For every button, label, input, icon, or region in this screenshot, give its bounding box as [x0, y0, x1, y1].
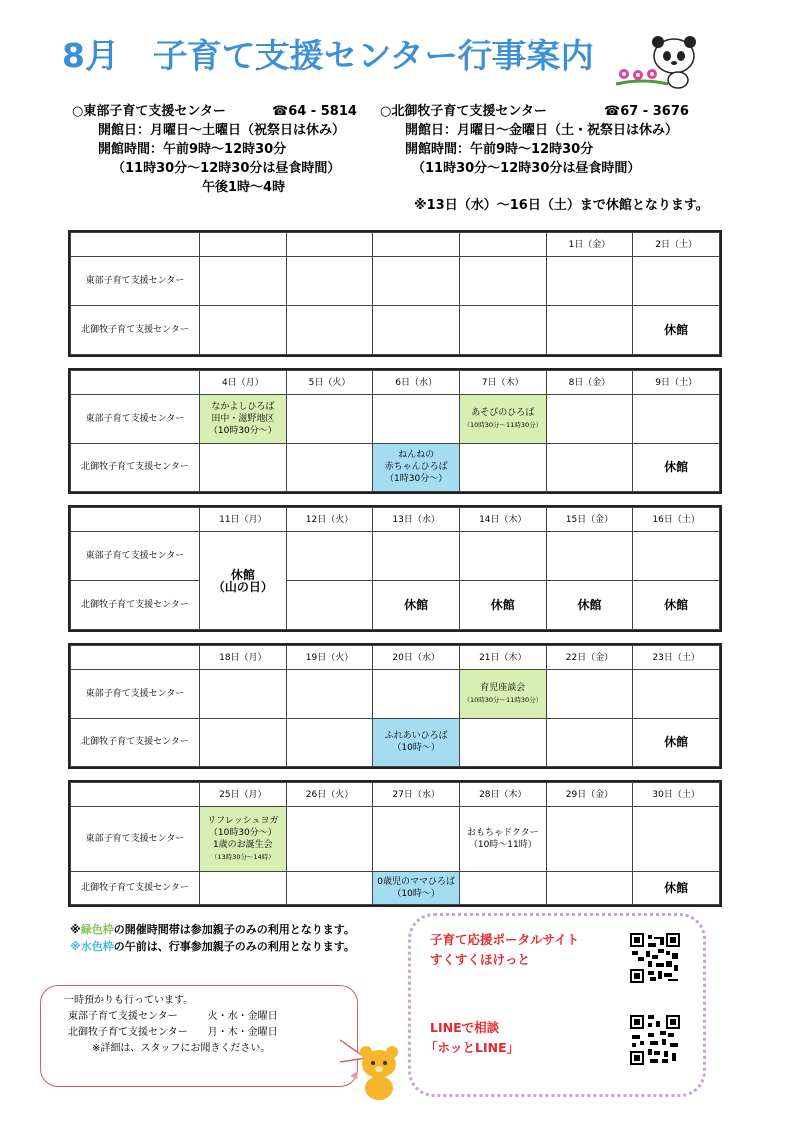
north-event-cell: [200, 443, 287, 492]
north-event-cell: [373, 871, 460, 904]
event-text: あそびのひろば: [471, 407, 535, 418]
line-qr-code-icon[interactable]: [630, 1015, 680, 1065]
corner-cell: [71, 508, 200, 532]
north-event-cell: [286, 718, 373, 767]
east-event-cell: [459, 257, 546, 306]
north-event-cell: [286, 581, 373, 630]
bubble-line: ※詳細は、スタッフにお聞きください。: [92, 1043, 271, 1054]
day-header: 19日（火）: [286, 646, 373, 670]
corner-cell: [71, 646, 200, 670]
event-text: 休館: [664, 598, 689, 612]
east-event-cell: [200, 807, 287, 872]
east-event-cell: [546, 257, 633, 306]
day-header: 26日（火）: [286, 783, 373, 807]
east-event-cell: [459, 807, 546, 872]
event-text: ねんねの 赤ちゃんひろば （1時30分～）: [384, 450, 448, 485]
day-header: [459, 233, 546, 257]
day-header: 27日（水）: [373, 783, 460, 807]
east-event-cell: [459, 395, 546, 444]
east-event-cell: [373, 257, 460, 306]
north-event-cell: [373, 443, 460, 492]
north-event-cell: [286, 443, 373, 492]
north-event-cell: [633, 581, 720, 630]
event-text: おもちゃドクター （10時～11時）: [466, 827, 539, 850]
east-event-cell: [633, 670, 720, 719]
east-center-tel: ☎64 - 5814: [272, 104, 357, 119]
calendar-week: [68, 780, 722, 907]
bubble-text: [64, 993, 278, 1057]
east-center-row-label: 東部子育て支援センター: [71, 395, 200, 444]
east-event-cell: [286, 395, 373, 444]
calendar-week: [68, 643, 722, 769]
day-header: 21日（木）: [459, 646, 546, 670]
east-event-cell: [459, 532, 546, 581]
event-text: 休館: [404, 598, 429, 612]
event-text: なかよしひろば 田中・滋野地区 （10時30分～）: [208, 401, 277, 436]
north-event-cell: [459, 581, 546, 630]
calendar-week-table: [70, 645, 720, 767]
east-event-cell: [373, 395, 460, 444]
east-event-cell: [633, 395, 720, 444]
calendar-week: [68, 505, 722, 632]
day-header: 22日（金）: [546, 646, 633, 670]
portal-name[interactable]: すくすくほけっと: [430, 952, 531, 967]
east-event-cell: [459, 670, 546, 719]
bear-icon: [346, 1042, 408, 1102]
east-event-cell: [200, 257, 287, 306]
north-open-hours: 開館時間：午前9時～12時30分: [405, 142, 594, 157]
north-event-cell: [459, 443, 546, 492]
east-event-cell: [200, 670, 287, 719]
event-text: 休館 （山の日）: [212, 567, 273, 594]
portal-qr-code-icon[interactable]: [630, 933, 680, 983]
portal-title: 子育て応援ポータルサイト: [430, 932, 580, 947]
east-event-cell: [633, 807, 720, 872]
north-event-cell: [546, 443, 633, 492]
bubble-line: 北御牧子育て支援センター 月・木・金曜日: [68, 1027, 278, 1038]
event-text: 休館: [664, 323, 689, 337]
calendar-week-table: [70, 370, 720, 492]
event-time: （10時30分～11時30分）: [463, 420, 543, 429]
panda-icon: [612, 28, 708, 90]
east-event-cell: [286, 257, 373, 306]
page-title: 8月 子育て支援センター行事案内: [62, 36, 595, 75]
east-event-cell: [546, 395, 633, 444]
north-event-cell: [633, 718, 720, 767]
east-event-cell: [200, 532, 287, 630]
north-center-row-label: 北御牧子育て支援センター: [71, 718, 200, 767]
day-header: 7日（木）: [459, 371, 546, 395]
north-event-cell: [546, 871, 633, 904]
corner-cell: [71, 371, 200, 395]
day-header: 30日（土）: [633, 783, 720, 807]
day-header: 28日（木）: [459, 783, 546, 807]
day-header: [286, 233, 373, 257]
east-event-cell: [633, 532, 720, 581]
day-header: 9日（土）: [633, 371, 720, 395]
day-header: 2日（土）: [633, 233, 720, 257]
day-header: 25日（月）: [200, 783, 287, 807]
north-event-cell: [633, 443, 720, 492]
day-header: 15日（金）: [546, 508, 633, 532]
day-header: 4日（月）: [200, 371, 287, 395]
east-event-cell: [546, 670, 633, 719]
line-consult-title: LINEで相談: [430, 1020, 500, 1035]
day-header: [200, 233, 287, 257]
day-header: 1日（金）: [546, 233, 633, 257]
east-open-days: 開館日：月曜日～土曜日（祝祭日は休み）: [98, 123, 346, 138]
day-header: 16日（土）: [633, 508, 720, 532]
event-text: 休館: [664, 460, 689, 475]
bubble-line: 一時預かりも行っています。: [64, 995, 194, 1006]
calendar-week: [68, 230, 722, 357]
north-event-cell: [200, 718, 287, 767]
north-event-cell: [286, 306, 373, 355]
line-consult-name[interactable]: 「ホッとLINE」: [425, 1040, 520, 1055]
north-event-cell: [546, 306, 633, 355]
east-open-hours: 開館時間：午前9時～12時30分: [98, 142, 287, 157]
event-text: 休館: [664, 735, 689, 750]
north-center-row-label: 北御牧子育て支援センター: [71, 443, 200, 492]
day-header: 23日（土）: [633, 646, 720, 670]
day-header: [373, 233, 460, 257]
north-center-row-label: 北御牧子育て支援センター: [71, 306, 200, 355]
east-event-cell: [546, 532, 633, 581]
corner-cell: [71, 783, 200, 807]
event-text: 育児座談会: [480, 682, 526, 693]
east-event-cell: [373, 670, 460, 719]
event-time: （13時30分～14時）: [210, 852, 275, 861]
east-event-cell: [200, 395, 287, 444]
day-header: 8日（金）: [546, 371, 633, 395]
day-header: 11日（月）: [200, 508, 287, 532]
day-header: 13日（水）: [373, 508, 460, 532]
bubble-line: 東部子育て支援センター 火・水・金曜日: [68, 1011, 278, 1022]
east-event-cell: [373, 807, 460, 872]
calendar-week-table: [70, 507, 720, 630]
event-text: リフレッシュヨガ （10時30分～） 1歳のお誕生会: [207, 815, 279, 850]
north-event-cell: [459, 306, 546, 355]
east-center-row-label: 東部子育て支援センター: [71, 807, 200, 872]
event-text: 0歳児のママひろば （10時～）: [377, 876, 455, 899]
north-center-row-label: 北御牧子育て支援センター: [71, 581, 200, 630]
north-event-cell: [373, 718, 460, 767]
green-note: ※緑色枠の開催時間帯は参加親子のみの利用となります。: [70, 923, 355, 936]
east-event-cell: [286, 670, 373, 719]
east-event-cell: [633, 257, 720, 306]
east-event-cell: [546, 807, 633, 872]
corner-cell: [71, 233, 200, 257]
east-center-row-label: 東部子育て支援センター: [71, 532, 200, 581]
east-center-name: ○東部子育て支援センター: [72, 104, 226, 119]
north-event-cell: [459, 871, 546, 904]
calendar-week-table: [70, 782, 720, 905]
north-event-cell: [546, 581, 633, 630]
day-header: 29日（金）: [546, 783, 633, 807]
event-time: （10時30分～11時30分）: [463, 695, 543, 704]
day-header: 20日（水）: [373, 646, 460, 670]
east-afternoon: 午後1時～4時: [202, 180, 286, 195]
north-event-cell: [633, 871, 720, 904]
north-center-tel: ☎67 - 3676: [604, 104, 689, 119]
east-event-cell: [286, 532, 373, 581]
day-header: 18日（月）: [200, 646, 287, 670]
day-header: 6日（水）: [373, 371, 460, 395]
north-center-row-label: 北御牧子育て支援センター: [71, 871, 200, 904]
closure-note: ※13日（水）～16日（土）まで休館となります。: [414, 198, 709, 213]
north-event-cell: [200, 306, 287, 355]
north-event-cell: [459, 718, 546, 767]
north-center-name: ○北御牧子育て支援センター: [380, 104, 547, 119]
north-event-cell: [286, 871, 373, 904]
north-event-cell: [633, 306, 720, 355]
east-center-row-label: 東部子育て支援センター: [71, 257, 200, 306]
day-header: 14日（木）: [459, 508, 546, 532]
north-event-cell: [200, 871, 287, 904]
north-open-days: 開館日：月曜日～金曜日（土・祝祭日は休み）: [405, 123, 679, 138]
calendar-week-table: [70, 232, 720, 355]
north-event-cell: [373, 581, 460, 630]
day-header: 5日（火）: [286, 371, 373, 395]
event-text: 休館: [577, 598, 602, 612]
event-text: ふれあいひろば （10時～）: [384, 731, 448, 754]
east-event-cell: [286, 807, 373, 872]
blue-note: ※水色枠の午前は、行事参加親子のみの利用となります。: [70, 940, 355, 953]
north-event-cell: [373, 306, 460, 355]
north-lunch: （11時30分～12時30分は昼食時間）: [412, 161, 641, 176]
calendar-week: [68, 368, 722, 494]
event-text: 休館: [664, 880, 689, 895]
east-event-cell: [373, 532, 460, 581]
east-lunch: （11時30分～12時30分は昼食時間）: [112, 161, 341, 176]
event-text: 休館: [490, 598, 515, 612]
day-header: 12日（火）: [286, 508, 373, 532]
north-event-cell: [546, 718, 633, 767]
east-center-row-label: 東部子育て支援センター: [71, 670, 200, 719]
